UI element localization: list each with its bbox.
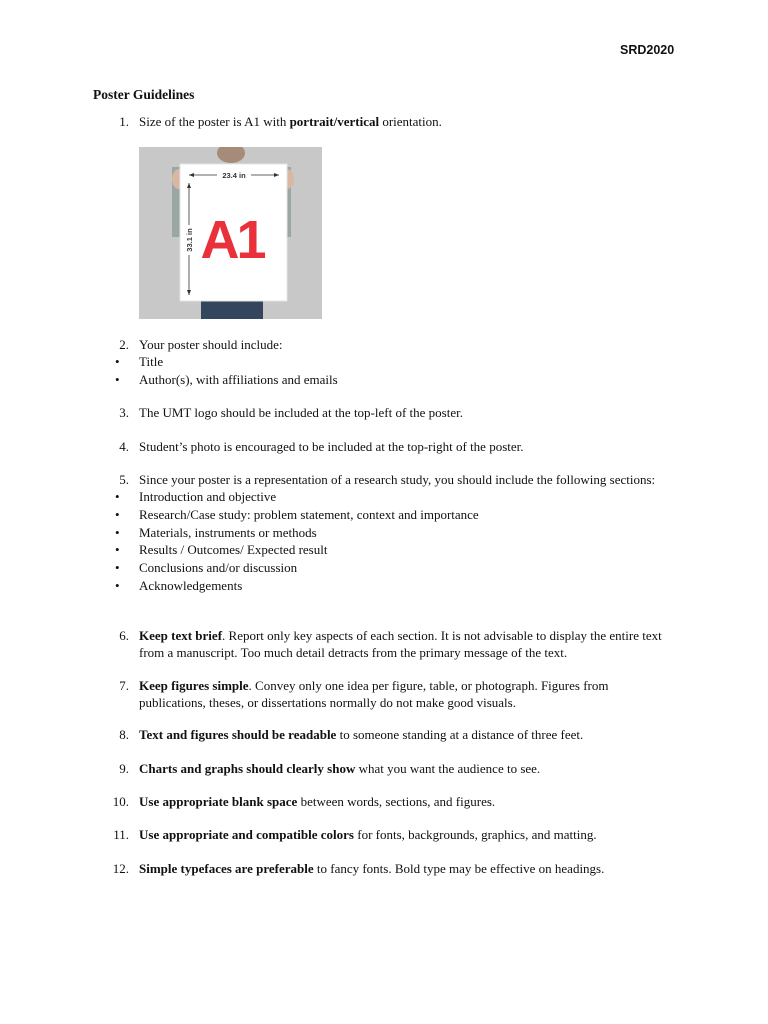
guideline-item-12 bbox=[93, 860, 683, 877]
item-number: 8. bbox=[119, 727, 129, 742]
list-item-text: Acknowledgements bbox=[139, 577, 243, 593]
item-number: 6. bbox=[119, 628, 129, 643]
list-item bbox=[93, 524, 683, 542]
list-item bbox=[93, 559, 683, 577]
guideline-item-3 bbox=[93, 404, 683, 421]
list-item-text: Introduction and objective bbox=[139, 489, 277, 504]
item-text: to fancy fonts. Bold type may be effective on headings. bbox=[313, 861, 605, 876]
a1-poster-photo bbox=[139, 147, 322, 319]
guideline-item-11 bbox=[93, 826, 683, 843]
guideline-item-5 bbox=[93, 471, 683, 595]
a1-poster-illustration bbox=[139, 147, 322, 319]
guideline-item-9 bbox=[93, 760, 683, 777]
list-item bbox=[93, 577, 683, 595]
list-item-text: Results / Outcomes/ Expected result bbox=[139, 542, 328, 558]
a1-label: A1 bbox=[200, 210, 264, 270]
item-text: to someone standing at a distance of three feet. bbox=[336, 727, 584, 742]
item-number: 1. bbox=[119, 114, 129, 129]
item-text: The UMT logo should be included at the top-left of the poster. bbox=[139, 405, 463, 420]
list-item bbox=[93, 488, 683, 506]
item-number: 7. bbox=[119, 678, 129, 693]
bullet-icon: • bbox=[115, 577, 120, 593]
item-number: 9. bbox=[119, 761, 129, 776]
item-bold-text: portrait/vertical bbox=[289, 114, 380, 129]
list-item-text: Author(s), with affiliations and emails bbox=[139, 371, 338, 387]
list-item bbox=[93, 353, 683, 371]
list-item-text: Materials, instruments or methods bbox=[139, 524, 317, 540]
item-text: . Convey only one idea per figure, table, or photograph. Figures from publications, theses, or dissertations normally do not make good visuals. bbox=[139, 678, 609, 710]
item-text: . Report only key aspects of each section. It is not advisable to display the entire text from a manuscript. Too much detail detracts from the primary message of the text. bbox=[139, 628, 662, 660]
page-title: Poster Guidelines bbox=[93, 87, 195, 102]
item-text: Size of the poster is A1 with bbox=[139, 114, 290, 129]
item-text: Your poster should include: bbox=[139, 337, 283, 352]
list-item-text: Research/Case study: problem statement, context and importance bbox=[139, 506, 479, 522]
height-label: 33.1 in bbox=[185, 228, 194, 252]
bullet-icon: • bbox=[115, 489, 120, 504]
item-number: 4. bbox=[119, 439, 129, 454]
list-item bbox=[93, 371, 683, 389]
guideline-item-7 bbox=[93, 677, 683, 711]
item-text: Student’s photo is encouraged to be included at the top-right of the poster. bbox=[139, 439, 524, 454]
guideline-item-10 bbox=[93, 793, 683, 810]
guideline-item-1 bbox=[93, 113, 683, 130]
list-item-text: Title bbox=[139, 354, 164, 369]
item-number: 11. bbox=[113, 827, 129, 842]
item-bold-text: Simple typefaces are preferable bbox=[139, 861, 314, 876]
item-number: 5. bbox=[119, 472, 129, 487]
item-text: orientation. bbox=[379, 114, 442, 129]
guideline-item-8 bbox=[93, 726, 683, 743]
item-bold-text: Use appropriate blank space bbox=[139, 794, 298, 809]
guideline-item-2 bbox=[93, 336, 683, 389]
item-number: 3. bbox=[119, 405, 129, 420]
document-code: SRD2020 bbox=[620, 43, 675, 57]
item-bold-text: Charts and graphs should clearly show bbox=[139, 761, 356, 776]
item-number: 12. bbox=[112, 861, 129, 876]
item-bold-text: Keep figures simple bbox=[139, 678, 249, 693]
sections-list bbox=[93, 488, 683, 595]
item-text: for fonts, backgrounds, graphics, and matting. bbox=[353, 827, 597, 842]
bullet-icon: • bbox=[115, 354, 120, 369]
item-text: what you want the audience to see. bbox=[355, 761, 541, 776]
guideline-item-4 bbox=[93, 438, 683, 455]
item-bold-text: Text and figures should be readable bbox=[139, 727, 337, 742]
item-text: Since your poster is a representation of a research study, you should include the following sections: bbox=[139, 472, 656, 487]
bullet-icon: • bbox=[115, 560, 120, 576]
list-item-text: Conclusions and/or discussion bbox=[139, 560, 298, 576]
item-number: 2. bbox=[119, 337, 129, 352]
item-number: 10. bbox=[112, 794, 129, 809]
item-bold-text: Keep text brief bbox=[139, 628, 223, 643]
bullet-icon: • bbox=[115, 506, 120, 522]
bullet-icon: • bbox=[115, 371, 120, 387]
item-bold-text: Use appropriate and compatible colors bbox=[139, 827, 354, 842]
width-label: 23.4 in bbox=[222, 171, 246, 180]
guideline-item-6 bbox=[93, 627, 683, 661]
list-item bbox=[93, 541, 683, 559]
item-text: between words, sections, and figures. bbox=[297, 794, 496, 809]
include-list bbox=[93, 353, 683, 389]
bullet-icon: • bbox=[115, 524, 120, 540]
list-item bbox=[93, 506, 683, 524]
bullet-icon: • bbox=[115, 542, 120, 558]
